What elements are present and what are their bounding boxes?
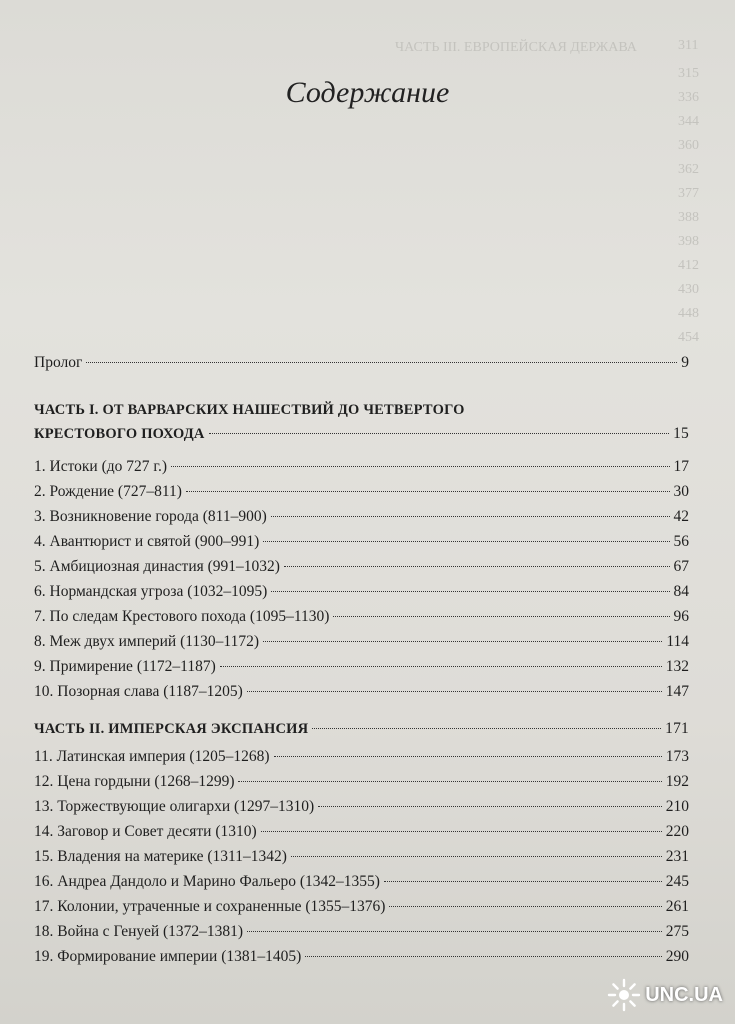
toc-chapter[interactable] [34,458,689,482]
dot-leader [261,831,662,832]
toc-chapter[interactable] [34,873,689,897]
watermark-text: UNC.UA [645,983,723,1006]
dot-leader [284,566,670,567]
dot-leader [209,433,670,434]
dot-leader [271,591,669,592]
bleed-page-number: 412 [678,258,699,273]
dot-leader [305,956,661,957]
bleed-through-header: ЧАСТЬ III. ЕВРОПЕЙСКАЯ ДЕРЖАВА [395,40,637,55]
toc-entry-label: 17. Колонии, утраченные и сохраненные (1355–1376) [34,898,386,915]
part-title-line-1: ЧАСТЬ II. ИМПЕРСКАЯ ЭКСПАНСИЯ [34,721,309,737]
toc-chapter[interactable] [34,798,689,822]
dot-leader [291,856,662,857]
toc-entry-label: 1. Истоки (до 727 г.) [34,458,168,475]
toc-entry-label: 19. Формирование империи (1381–1405) [34,948,302,965]
toc-entry-prologue[interactable] [34,354,689,378]
toc-chapter[interactable] [34,533,689,557]
toc-entry-label: 8. Меж двух империй (1130–1172) [34,633,260,650]
dot-leader [263,641,662,642]
toc-entry-label: 9. Примирение (1172–1187) [34,658,216,675]
dot-leader [318,806,662,807]
dot-leader [274,756,662,757]
toc-chapter[interactable] [34,773,689,797]
toc-chapter[interactable] [34,823,689,847]
bleed-page-number: 315 [678,66,699,81]
toc-chapter[interactable] [34,923,689,947]
toc-entry-label: 12. Цена гордыни (1268–1299) [34,773,235,790]
sunburst-logo-icon [607,978,641,1012]
toc-entry-label: 18. Война с Генуей (1372–1381) [34,923,244,940]
toc-chapter[interactable] [34,483,689,507]
bleed-page-number: 377 [678,186,699,201]
toc-page-number: 173 [665,748,689,765]
toc-page-number: 275 [665,923,689,940]
dot-leader [384,881,662,882]
toc-chapter[interactable] [34,748,689,772]
toc-chapter[interactable] [34,658,689,682]
dot-leader [247,931,662,932]
toc-page-number: 261 [665,898,689,915]
part-heading[interactable] [34,402,689,443]
toc-page-number: 9 [681,354,689,371]
dot-leader [247,691,662,692]
bleed-page-number: 362 [678,162,699,177]
toc-chapter[interactable] [34,608,689,632]
bleed-page-number: 388 [678,210,699,225]
toc-page-number: 245 [665,873,689,890]
toc-entry-label: 11. Латинская империя (1205–1268) [34,748,270,765]
part-title-line-2: КРЕСТОВОГО ПОХОДА [34,426,205,442]
toc-chapter[interactable] [34,898,689,922]
dot-leader [86,362,677,363]
toc-entry-label: 3. Возникновение города (811–900) [34,508,267,525]
watermark [607,978,723,1012]
toc-page-number: 192 [665,773,689,790]
page-title: Содержание [285,76,450,109]
bleed-page-number: 336 [678,90,699,105]
dot-leader [220,666,662,667]
bleed-page-number: 360 [678,138,699,153]
toc-page-number: 84 [673,583,689,600]
dot-leader [333,616,669,617]
bleed-page-number: 398 [678,234,699,249]
toc-page-number: 30 [673,483,689,500]
toc-chapter[interactable] [34,633,689,657]
toc-entry-label: 7. По следам Крестового похода (1095–1130) [34,608,330,625]
bleed-page-number: 344 [678,114,699,129]
toc-entry-label: 14. Заговор и Совет десяти (1310) [34,823,257,840]
toc-page-number: 17 [673,458,689,475]
bleed-page-number: 454 [678,330,699,345]
toc-entry-label: 2. Рождение (727–811) [34,483,182,500]
dot-leader [312,728,661,729]
toc-page-number: 15 [673,425,689,442]
bleed-page-number: 430 [678,282,699,297]
toc-page-number: 67 [673,558,689,575]
bleed-page-number: 311 [678,38,699,53]
toc-page-number: 96 [673,608,689,625]
dot-leader [238,781,661,782]
toc-entry-label: 10. Позорная слава (1187–1205) [34,683,243,700]
toc-page-number: 210 [665,798,689,815]
toc-entry-label: 4. Авантюрист и святой (900–991) [34,533,260,550]
dot-leader [171,466,669,467]
toc-entry-label: 16. Андреа Дандоло и Марино Фальеро (1342–1355) [34,873,380,890]
toc-chapter[interactable] [34,948,689,972]
toc-entry-label: 6. Нормандская угроза (1032–1095) [34,583,268,600]
toc-entry-label: Пролог [34,354,83,371]
toc-chapter[interactable] [34,583,689,607]
toc-page-number: 147 [665,683,689,700]
toc-page-number: 56 [673,533,689,550]
dot-leader [263,541,669,542]
dot-leader [389,906,661,907]
dot-leader [271,516,670,517]
toc-chapter[interactable] [34,683,689,707]
toc-page-number: 171 [665,720,689,737]
dot-leader [186,491,670,492]
toc-page-number: 114 [666,633,689,650]
toc-page-number: 132 [665,658,689,675]
toc-page-number: 231 [665,848,689,865]
bleed-page-number: 448 [678,306,699,321]
toc-chapter[interactable] [34,508,689,532]
toc-page-number: 220 [665,823,689,840]
part-heading[interactable] [34,720,689,738]
toc-page-number: 290 [665,948,689,965]
part-title-line-1: ЧАСТЬ I. ОТ ВАРВАРСКИХ НАШЕСТВИЙ ДО ЧЕТВЕРТОГО [34,402,465,418]
toc-entry-label: 15. Владения на материке (1311–1342) [34,848,287,865]
toc-page-number: 42 [673,508,689,525]
toc-chapter[interactable] [34,848,689,872]
toc-entry-label: 5. Амбициозная династия (991–1032) [34,558,280,575]
toc-chapter[interactable] [34,558,689,582]
toc-entry-label: 13. Торжествующие олигархи (1297–1310) [34,798,315,815]
